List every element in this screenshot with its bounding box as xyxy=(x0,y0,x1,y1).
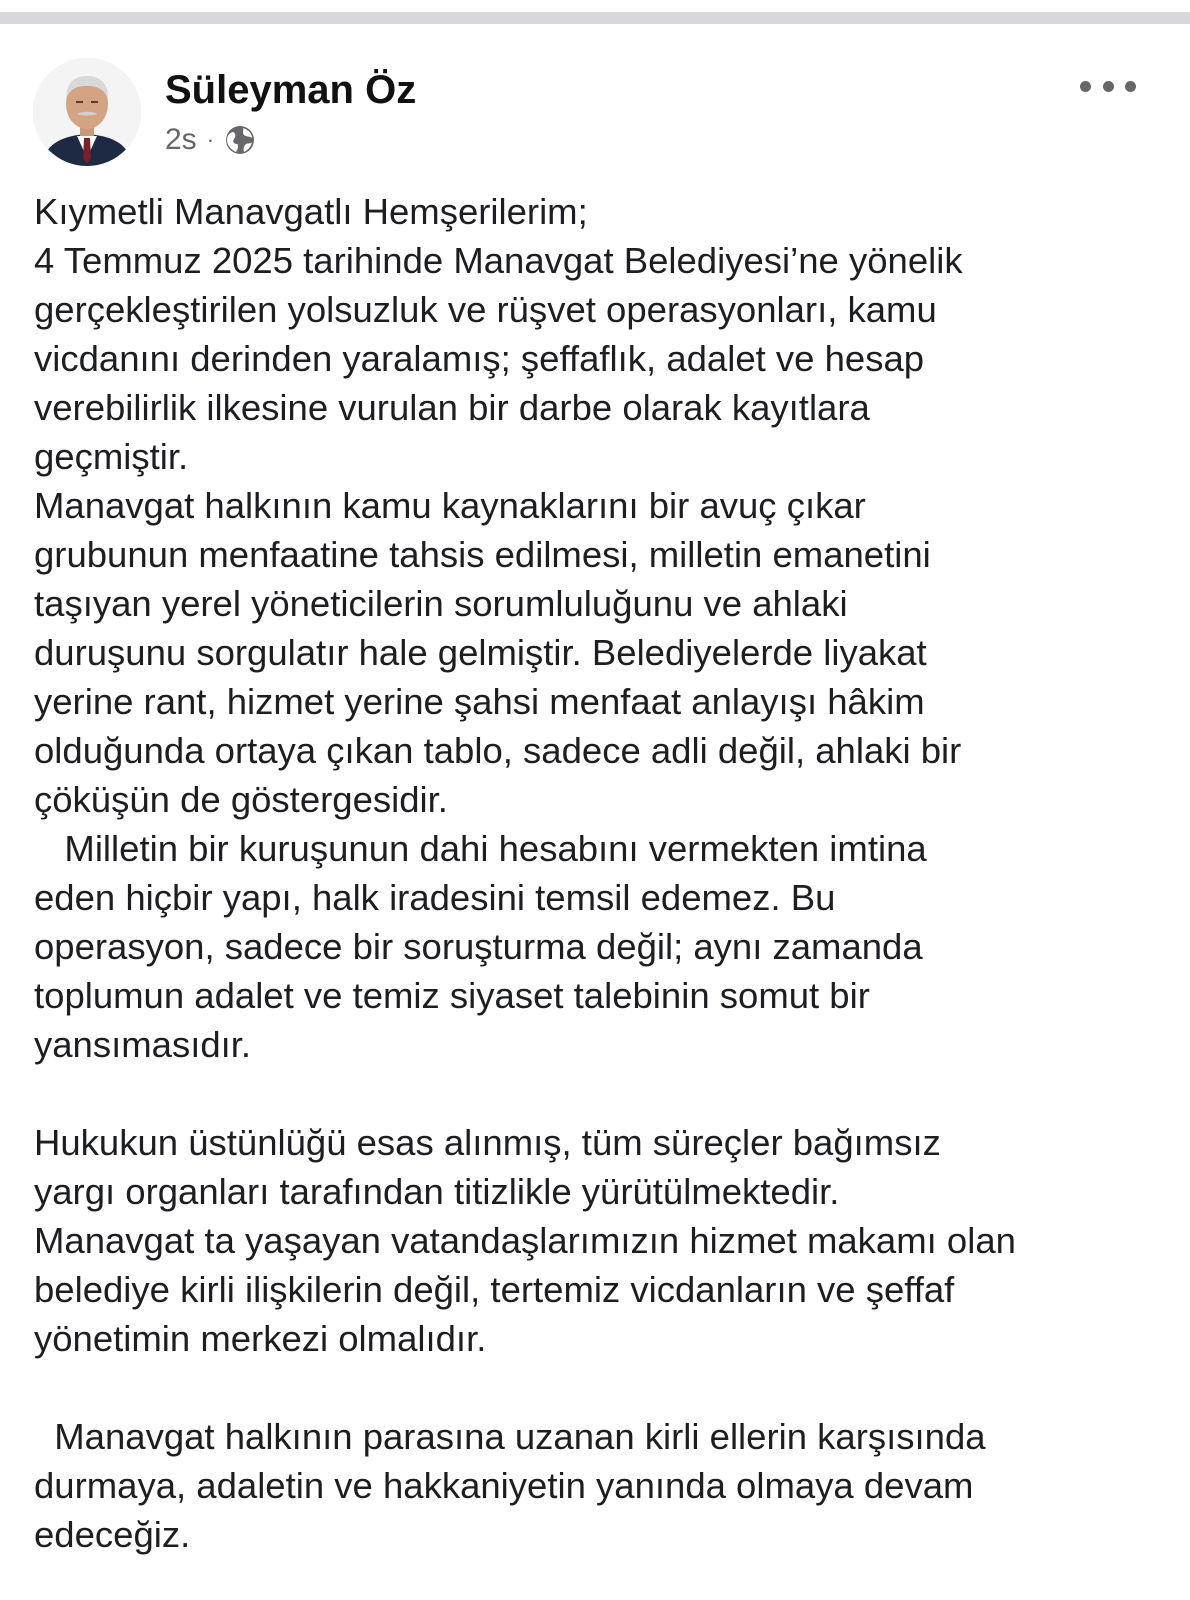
facebook-post xyxy=(0,24,1190,1600)
post-timestamp[interactable]: 2s xyxy=(165,123,197,156)
post-text-line: edeceğiz. xyxy=(34,1514,191,1555)
post-text-line: gerçekleştirilen yolsuzluk ve rüşvet operasyonları, kamu xyxy=(34,289,937,330)
post-text-line: Kıymetli Manavgatlı Hemşerilerim; xyxy=(34,191,588,232)
author-name[interactable]: Süleyman Öz xyxy=(165,68,417,112)
post-text-line: verebilirlik ilkesine vurulan bir darbe olarak kayıtlara xyxy=(34,387,870,428)
post-text-line: Milletin bir kuruşunun dahi hesabını vermekten imtina xyxy=(34,828,927,869)
post-text-line xyxy=(34,1363,1164,1412)
more-options-icon xyxy=(1125,81,1136,92)
post-text-line: duruşunu sorgulatır hale gelmiştir. Belediyelerde liyakat xyxy=(34,632,927,673)
post-text-line: durmaya, adaletin ve hakkaniyetin yanında olmaya devam xyxy=(34,1465,974,1506)
more-options-button[interactable] xyxy=(1080,74,1136,98)
post-text-line: Manavgat halkının parasına uzanan kirli ellerin karşısında xyxy=(34,1416,986,1457)
post-text-line: 4 Temmuz 2025 tarihinde Manavgat Belediyesi’ne yönelik xyxy=(34,240,963,281)
post-text-line: yargı organları tarafından titizlikle yürütülmektedir. xyxy=(34,1171,840,1212)
post-text-line: eden hiçbir yapı, halk iradesini temsil edemez. Bu xyxy=(34,877,836,918)
more-options-icon xyxy=(1080,81,1091,92)
post-body xyxy=(34,187,1164,1559)
post-text-line: yansımasıdır. xyxy=(34,1024,252,1065)
post-text-line xyxy=(34,1069,1164,1118)
globe-icon[interactable] xyxy=(224,124,256,156)
post-text-line: belediye kirli ilişkilerin değil, tertemiz vicdanların ve şeffaf xyxy=(34,1269,955,1310)
post-text-line: yerine rant, hizmet yerine şahsi menfaat anlayışı hâkim xyxy=(34,681,925,722)
post-text-line: yönetimin merkezi olmalıdır. xyxy=(34,1318,487,1359)
post-meta xyxy=(165,122,256,158)
post-text-line: taşıyan yerel yöneticilerin sorumluluğunu ve ahlaki xyxy=(34,583,848,624)
post-text-line: geçmiştir. xyxy=(34,436,189,477)
top-divider xyxy=(0,12,1190,24)
post-text-line: grubunun menfaatine tahsis edilmesi, milletin emanetini xyxy=(34,534,931,575)
avatar[interactable] xyxy=(33,58,141,166)
post-text-line: toplumun adalet ve temiz siyaset talebinin somut bir xyxy=(34,975,870,1016)
profile-photo xyxy=(33,58,141,166)
post-text-line: çöküşün de göstergesidir. xyxy=(34,779,448,820)
post-text-line: olduğunda ortaya çıkan tablo, sadece adli değil, ahlaki bir xyxy=(34,730,962,771)
post-text-line: Manavgat halkının kamu kaynaklarını bir avuç çıkar xyxy=(34,485,866,526)
post-text-line: Manavgat ta yaşayan vatandaşlarımızın hizmet makamı olan xyxy=(34,1220,1016,1261)
post-text-line: operasyon, sadece bir soruşturma değil; aynı zamanda xyxy=(34,926,923,967)
post-text-line: vicdanını derinden yaralamış; şeffaflık, adalet ve hesap xyxy=(34,338,925,379)
post-text-line: Hukukun üstünlüğü esas alınmış, tüm süreçler bağımsız xyxy=(34,1122,941,1163)
more-options-icon xyxy=(1103,81,1114,92)
meta-separator: · xyxy=(206,127,215,152)
